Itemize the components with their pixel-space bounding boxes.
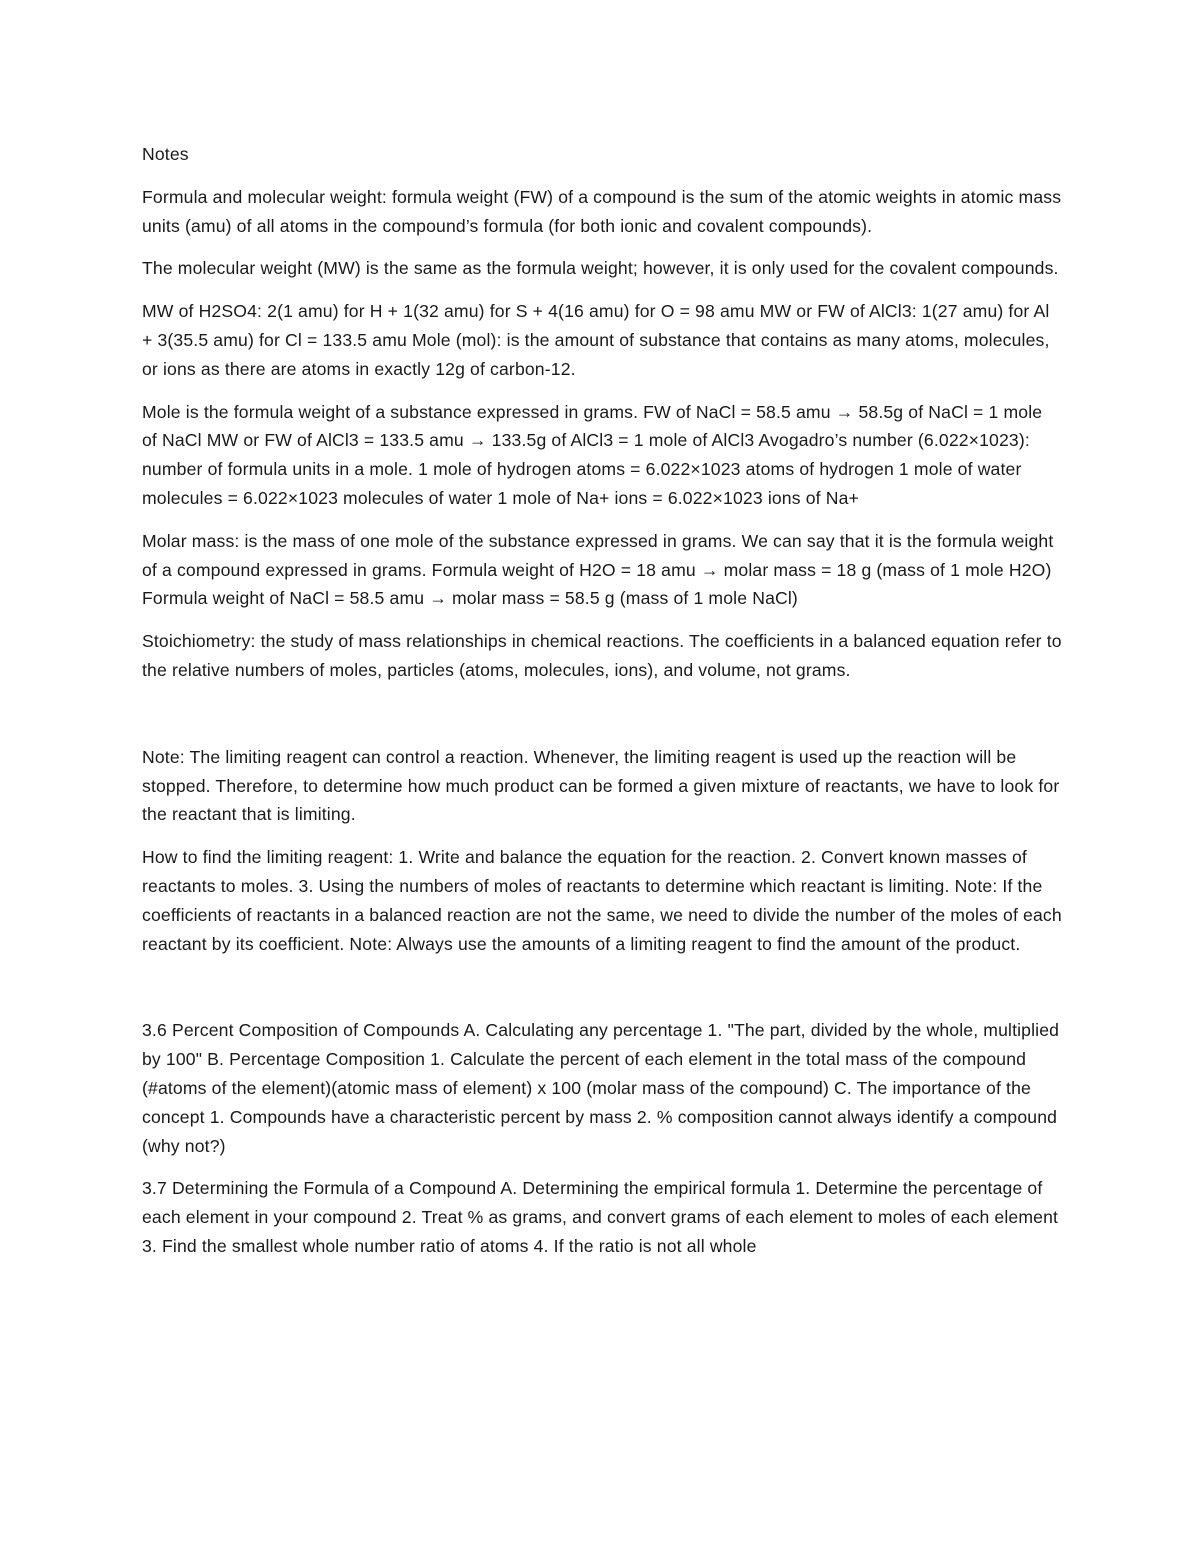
paragraph-molar-mass: Molar mass: is the mass of one mole of the substance expressed in grams. We can say that it is the formula weight of a compound expressed in grams. Formula weight of H2O = 18 amu → molar mass = 18 g (mass of 1 mole H2O) Formula weight of NaCl = 58.5 amu → molar mass = 58.5 g (mass of 1 mole NaCl) [142,530,1054,609]
document-body [142,140,1062,1261]
paragraph-find-limiting-reagent: How to find the limiting reagent: 1. Write and balance the equation for the reaction. 2. Convert known masses of reactants to moles. 3. Using the numbers of moles of reactants to determine which reactant is limiting. Note: If the coefficients of reactants in a balanced reaction are not the same, we need to divide the number of the moles of each reactant by its coefficient. Note: Always use the amounts of a limiting reagent to find the amount of the product. [142,847,1062,954]
paragraph-mole: Mole is the formula weight of a substance expressed in grams. FW of NaCl = 58.5 amu → 58.5g of NaCl = 1 mole of NaCl MW or FW of AlCl3 = 133.5 amu → 133.5g of AlCl3 = 1 mole of AlCl3 Avogadro’s number (6.022×1023): number of formula units in a mole. 1 mole of hydrogen atoms = 6.022×1023 atoms of hydrogen 1 mole of water molecules = 6.022×1023 molecules of water 1 mole of Na+ ions = 6.022×1023 ions of Na+ [142,401,1043,508]
paragraph-mw-examples: MW of H2SO4: 2(1 amu) for H + 1(32 amu) for S + 4(16 amu) for O = 98 amu MW or FW of AlCl3: 1(27 amu) for Al + 3(35.5 amu) for Cl = 133.5 amu Mole (mol): is the amount of substance that contains as many atoms, molecules, or ions as there are atoms in exactly 12g of carbon-12. [142,301,1050,379]
paragraph-percent-composition: 3.6 Percent Composition of Compounds A. Calculating any percentage 1. "The part, divided by the whole, multiplied by 100" B. Percentage Composition 1. Calculate the percent of each element in the total mass of the compound (#atoms of the element)(atomic mass of element) x 100 (molar mass of the compound) C. The importance of the concept 1. Compounds have a characteristic percent by mass 2. % composition cannot always identify a compound (why not?) [142,1020,1060,1156]
notes-heading: Notes [142,144,189,164]
paragraph-molecular-weight: The molecular weight (MW) is the same as the formula weight; however, it is only used for the covalent compounds. [142,258,1059,279]
paragraph-limiting-reagent-note: Note: The limiting reagent can control a reaction. Whenever, the limiting reagent is used up the reaction will be stopped. Therefore, to determine how much product can be formed a given mixture of reactants, we have to look for the reactant that is limiting. [142,746,1060,825]
paragraph-formula-weight: Formula and molecular weight: formula weight (FW) of a compound is the sum of the atomic weights in atomic mass units (amu) of all atoms in the compound’s formula (for both ionic and covalent compounds). [142,186,1062,236]
paragraph-stoichiometry: Stoichiometry: the study of mass relationships in chemical reactions. The coefficients in a balanced equation refer to the relative numbers of moles, particles (atoms, molecules, ions), and volume, not grams. [142,631,1062,680]
paragraph-determining-formula: 3.7 Determining the Formula of a Compound A. Determining the empirical formula 1. Determine the percentage of each element in your compound 2. Treat % as grams, and convert grams of each element to moles of each element 3. Find the smallest whole number ratio of atoms 4. If the ratio is not all whole [142,1178,1059,1256]
